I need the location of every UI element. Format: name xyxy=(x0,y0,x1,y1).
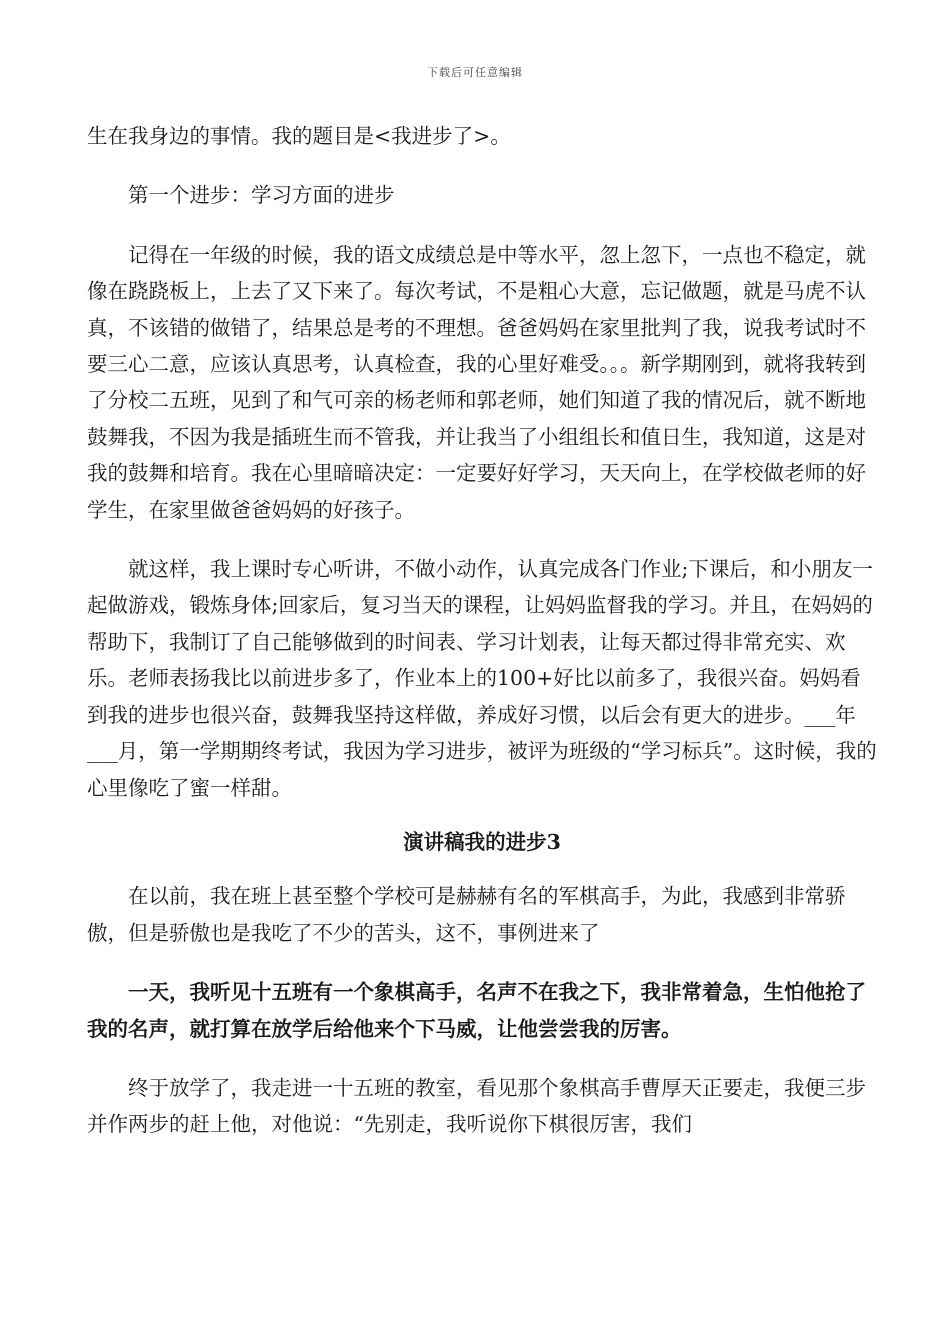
section-subtitle: 第一个进步：学习方面的进步 xyxy=(128,183,395,208)
document-body xyxy=(87,118,877,1143)
section-heading: 演讲稿我的进步3 xyxy=(403,829,561,854)
page-header: 下载后可任意编辑 xyxy=(427,66,523,79)
paragraph: 记得在一年级的时候，我的语文成绩总是中等水平，忽上忽下，一点也不稳定，就像在跷跷板上，上去了又下来了。每次考试，不是粗心大意，忘记做题，就是马虎不认真，不该错的做错了，结果总是考的不理想。爸爸妈妈在家里批判了我，说我考试时不要三心二意，应该认真思考，认真检查，我的心里好难受。。。新学期刚到，就将我转到了分校二五班，见到了和气可亲的杨老师和郭老师，她们知道了我的情况后，就不断地鼓舞我，不因为我是插班生而不管我，并让我当了小组组长和值日生，我知道，这是对我的鼓舞和培育。我在心里暗暗决定：一定要好好学习，天天向上，在学校做老师的好学生，在家里做爸爸妈妈的好孩子。 xyxy=(87,242,866,522)
paragraph: 就这样，我上课时专心听讲，不做小动作，认真完成各门作业;下课后，和小朋友一起做游戏，锻炼身体;回家后，复习当天的课程，让妈妈监督我的学习。并且，在妈妈的帮助下，我制订了自己能够做到的时间表、学习计划表，让每天都过得非常充实、欢乐。老师表扬我比以前进步多了，作业本上的100+好比以前多了，我很兴奋。妈妈看到我的进步也很兴奋，鼓舞我坚持这样做，养成好习惯，以后会有更大的进步。___年___月，第一学期期终考试，我因为学习进步，被评为班级的“学习标兵”。这时候，我的心里像吃了蜜一样甜。 xyxy=(87,557,877,800)
paragraph-continuation: 生在我身边的事情。我的题目是<我进步了>。 xyxy=(87,124,511,148)
paragraph-bold: 一天，我听见十五班有一个象棋高手，名声不在我之下，我非常着急，生怕他抢了我的名声，就打算在放学后给他来个下马威，让他尝尝我的厉害。 xyxy=(87,980,866,1041)
paragraph: 在以前，我在班上甚至整个学校可是赫赫有名的军棋高手，为此，我感到非常骄傲，但是骄傲也是我吃了不少的苦头，这不，事例进来了 xyxy=(87,884,846,945)
paragraph: 终于放学了，我走进一十五班的教室，看见那个象棋高手曹厚天正要走，我便三步并作两步的赶上他，对他说：“先别走，我听说你下棋很厉害，我们 xyxy=(87,1075,866,1137)
